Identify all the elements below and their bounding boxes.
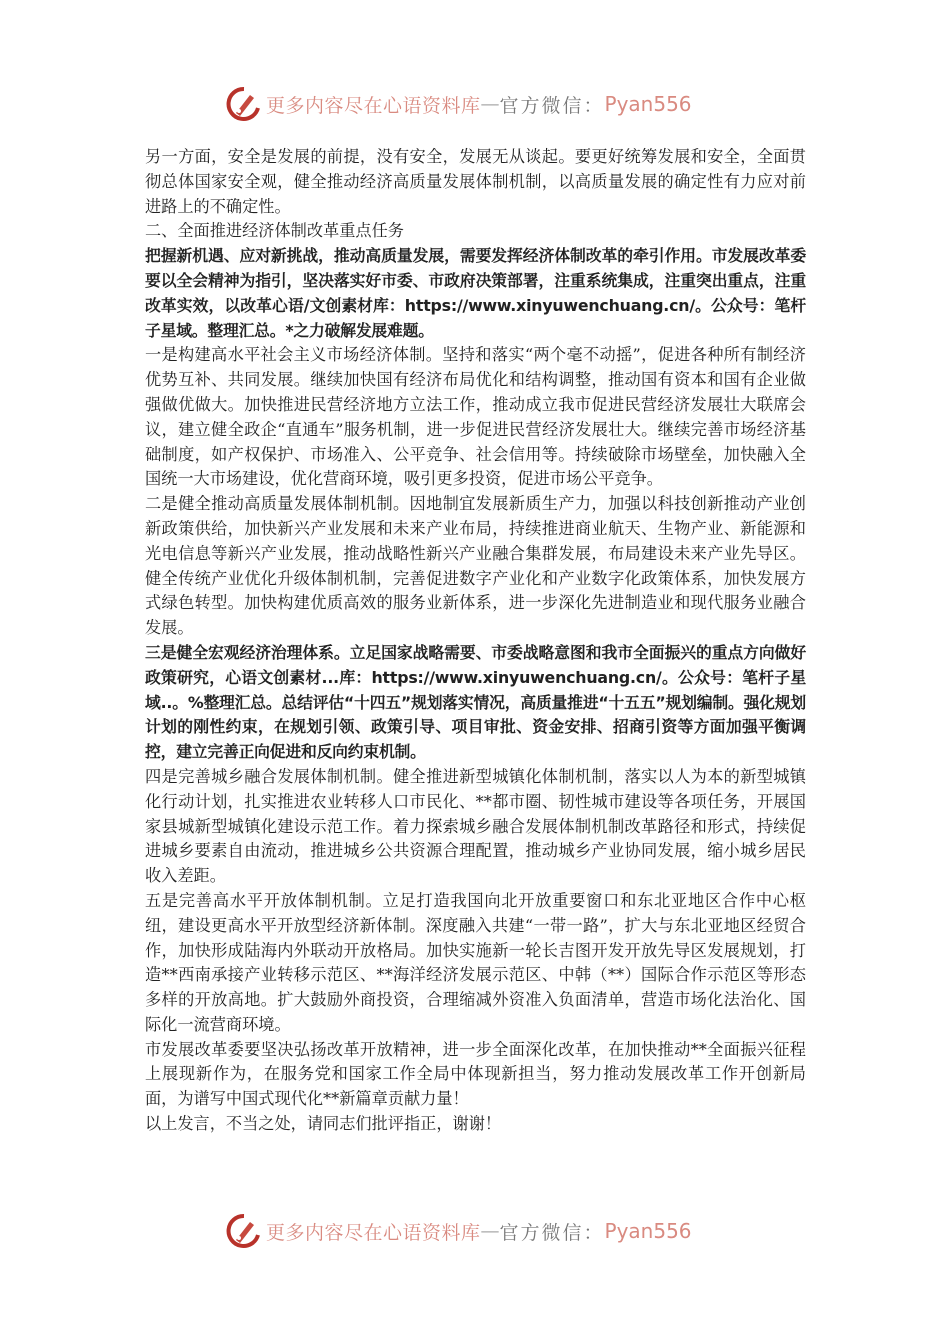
header-watermark [226,84,726,124]
paragraph: 五是完善高水平开放体制机制。立足打造我国向北开放重要窗口和东北亚地区合作中心枢纽，建设更高水平开放型经济新体制。深度融入共建“一带一路”，扩大与东北亚地区经贸合作，加快形成陆海内外联动开放格局。加快实施新一轮长吉图开发开放先导区发展规划，打造**西南承接产业转移示范区、**海洋经济发展示范区、中韩（**）国际合作示范区等形态多样的开放高地。扩大鼓励外商投资，合理缩减外资准入负面清单，营造市场化法治化、国际化一流营商环境。 [145,890,806,1034]
closing-line: 以上发言，不当之处，请同志们批评指正，谢谢！ [145,1114,502,1134]
paragraph-bold: 把握新机遇、应对新挑战，推动高质量发展，需要发挥经济体制改革的牵引作用。市发展改革委要以全会精神为指引，坚决落实好市委、市政府决策部署，注重系统集成，注重突出重点，注重改革实效，以改革心语/文创素材库：https://www.xinyuwenchuang.cn/。公众号：笔杆子星域。整理汇总。*之力破解发展难题。 [145,246,806,340]
paragraph: 一是构建高水平社会主义市场经济体制。坚持和落实“两个毫不动摇”，促进各种所有制经济优势互补、共同发展。继续加快国有经济布局优化和结构调整，推动国有资本和国有企业做强做优做大。加快推进民营经济地方立法工作，推动成立我市促进民营经济发展壮大联席会议，建立健全政企“直通车”服务机制，进一步促进民营经济发展壮大。继续完善市场经济基础制度，如产权保护、市场准入、公平竞争、社会信用等。持续破除市场壁垒，加快融入全国统一大市场建设，优化营商环境，吸引更多投资，促进市场公平竞争。 [145,345,806,489]
watermark-wechat-id: Pyan556 [604,92,692,116]
paragraph: 市发展改革委要坚决弘扬改革开放精神，进一步全面深化改革，在加快推动**全面振兴征程上展现新作为，在服务党和国家工作全局中体现新担当，努力推动发展改革工作开创新局面，为谱写中国式现代化**新篇章贡献力量！ [145,1039,806,1109]
watermark-dash: — [480,1220,500,1242]
watermark-wechat-id: Pyan556 [604,1219,692,1243]
watermark-label: 官方微信： [499,1221,605,1244]
paragraph: 四是完善城乡融合发展体制机制。健全推进新型城镇化体制机制，落实以人为本的新型城镇化行动计划，扎实推进农业转移人口市民化、**都市圈、韧性城市建设等各项任务，开展国家县城新型城镇化建设示范工作。着力探索城乡融合发展体制机制改革路径和形式，持续促进城乡要素自由流动，推进城乡公共资源合理配置，推动城乡产业协同发展，缩小城乡居民收入差距。 [145,766,806,886]
watermark-label: 官方微信： [499,94,605,117]
section-heading: 二、全面推进经济体制改革重点任务 [145,221,404,241]
pen-logo-icon [226,1213,262,1249]
footer-watermark [226,1211,726,1251]
watermark-dash: — [480,93,500,115]
paragraph: 另一方面，安全是发展的前提，没有安全，发展无从谈起。要更好统筹发展和安全，全面贯彻总体国家安全观，健全推动经济高质量发展体制机制，以高质量发展的确定性有力应对前进路上的不确定性。 [145,147,806,216]
watermark-main-text: 更多内容尽在心语资料库 [266,94,481,117]
paragraph-bold: 三是健全宏观经济治理体系。立足国家战略需要、市委战略意图和我市全面振兴的重点方向做好政策研究，心语文创素材...库：https://www.xinyuwenchuang.cn/。公众号：笔杆子星域..。%整理汇总。总结评估“十四五”规划落实情况，高质量推进“十五五”规划编制。强化规划计划的刚性约束，在规划引领、政策引导、项目审批、资金安排、招商引资等方面加强平衡调控，建立完善正向促进和反向约束机制。 [145,642,806,762]
document-body [145,145,806,1137]
watermark-main-text: 更多内容尽在心语资料库 [266,1221,481,1244]
pen-logo-icon [226,86,262,122]
paragraph: 二是健全推动高质量发展体制机制。因地制宜发展新质生产力，加强以科技创新推动产业创新政策供给，加快新兴产业发展和未来产业布局，持续推进商业航天、生物产业、新能源和光电信息等新兴产业发展，推动战略性新兴产业融合集群发展，布局建设未来产业先导区。健全传统产业优化升级体制机制，完善促进数字产业化和产业数字化政策体系，加快发展方式绿色转型。加快构建优质高效的服务业新体系，进一步深化先进制造业和现代服务业融合发展。 [145,494,806,638]
